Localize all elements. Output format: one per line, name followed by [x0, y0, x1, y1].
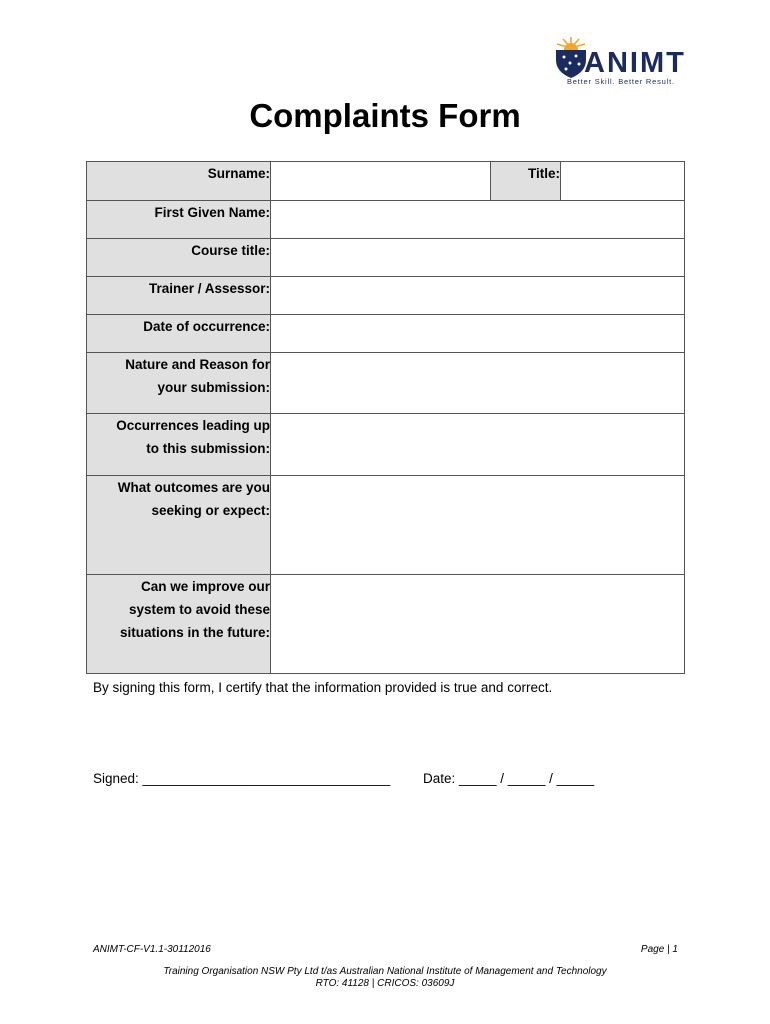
signature-line[interactable]: Signed: _________________________________: [93, 771, 391, 786]
trainer-label: Trainer / Assessor:: [87, 277, 271, 315]
footer-page-number: Page | 1: [640, 944, 678, 955]
first-given-name-label: First Given Name:: [87, 201, 271, 239]
surname-row: [87, 162, 685, 201]
occurrences-row: [87, 414, 685, 476]
nature-row: [87, 353, 685, 414]
outcomes-row: [87, 476, 685, 575]
footer-org-line1: Training Organisation NSW Pty Ltd t/as Australian National Institute of Management and Technology: [163, 966, 607, 977]
surname-field[interactable]: [271, 162, 491, 201]
nature-label: [87, 353, 271, 414]
first-given-name-row: [87, 201, 685, 239]
title-label: Title:: [491, 162, 561, 201]
occurrences-label: [87, 414, 271, 476]
improve-field[interactable]: [271, 575, 685, 674]
title-field[interactable]: [561, 162, 685, 201]
outcomes-label: [87, 476, 271, 575]
footer-document-code: ANIMT-CF-V1.1-30112016: [93, 944, 211, 955]
outcomes-label-line2: seeking or expect:: [151, 503, 270, 518]
nature-label-line1: Nature and Reason for: [125, 357, 270, 372]
course-title-row: [87, 239, 685, 277]
consent-statement: By signing this form, I certify that the information provided is true and correct.: [93, 680, 553, 695]
outcomes-field[interactable]: [271, 476, 685, 575]
improve-label-line2: system to avoid these: [128, 602, 270, 617]
nature-field[interactable]: [271, 353, 685, 414]
course-title-label: Course title:: [87, 239, 271, 277]
date-line[interactable]: Date: _____ / _____ / _____: [423, 771, 595, 786]
trainer-field[interactable]: [271, 277, 685, 315]
date-of-occurrence-label: Date of occurrence:: [87, 315, 271, 353]
course-title-field[interactable]: [271, 239, 685, 277]
occurrences-field[interactable]: [271, 414, 685, 476]
footer-organisation: [0, 966, 770, 990]
logo-tagline: Better Skill. Better Result.: [567, 77, 675, 86]
improve-label-line3: situations in the future:: [120, 625, 270, 640]
improve-label: [87, 575, 271, 674]
occurrences-label-line2: to this submission:: [146, 441, 270, 456]
complaints-form-table: [86, 161, 685, 674]
date-of-occurrence-field[interactable]: [271, 315, 685, 353]
first-given-name-field[interactable]: [271, 201, 685, 239]
trainer-row: [87, 277, 685, 315]
occurrences-label-line1: Occurrences leading up: [116, 418, 270, 433]
improve-label-line1: Can we improve our: [140, 579, 270, 594]
animt-logo: [552, 36, 686, 92]
improve-row: [87, 575, 685, 674]
logo-wordmark: ANIMT: [584, 47, 686, 79]
outcomes-label-line1: What outcomes are you: [117, 480, 270, 495]
nature-label-line2: your submission:: [157, 380, 270, 395]
page-title: Complaints Form: [249, 97, 521, 134]
date-of-occurrence-row: [87, 315, 685, 353]
footer-org-line2: RTO: 41128 | CRICOS: 03609J: [315, 978, 455, 989]
surname-label: Surname:: [87, 162, 271, 201]
